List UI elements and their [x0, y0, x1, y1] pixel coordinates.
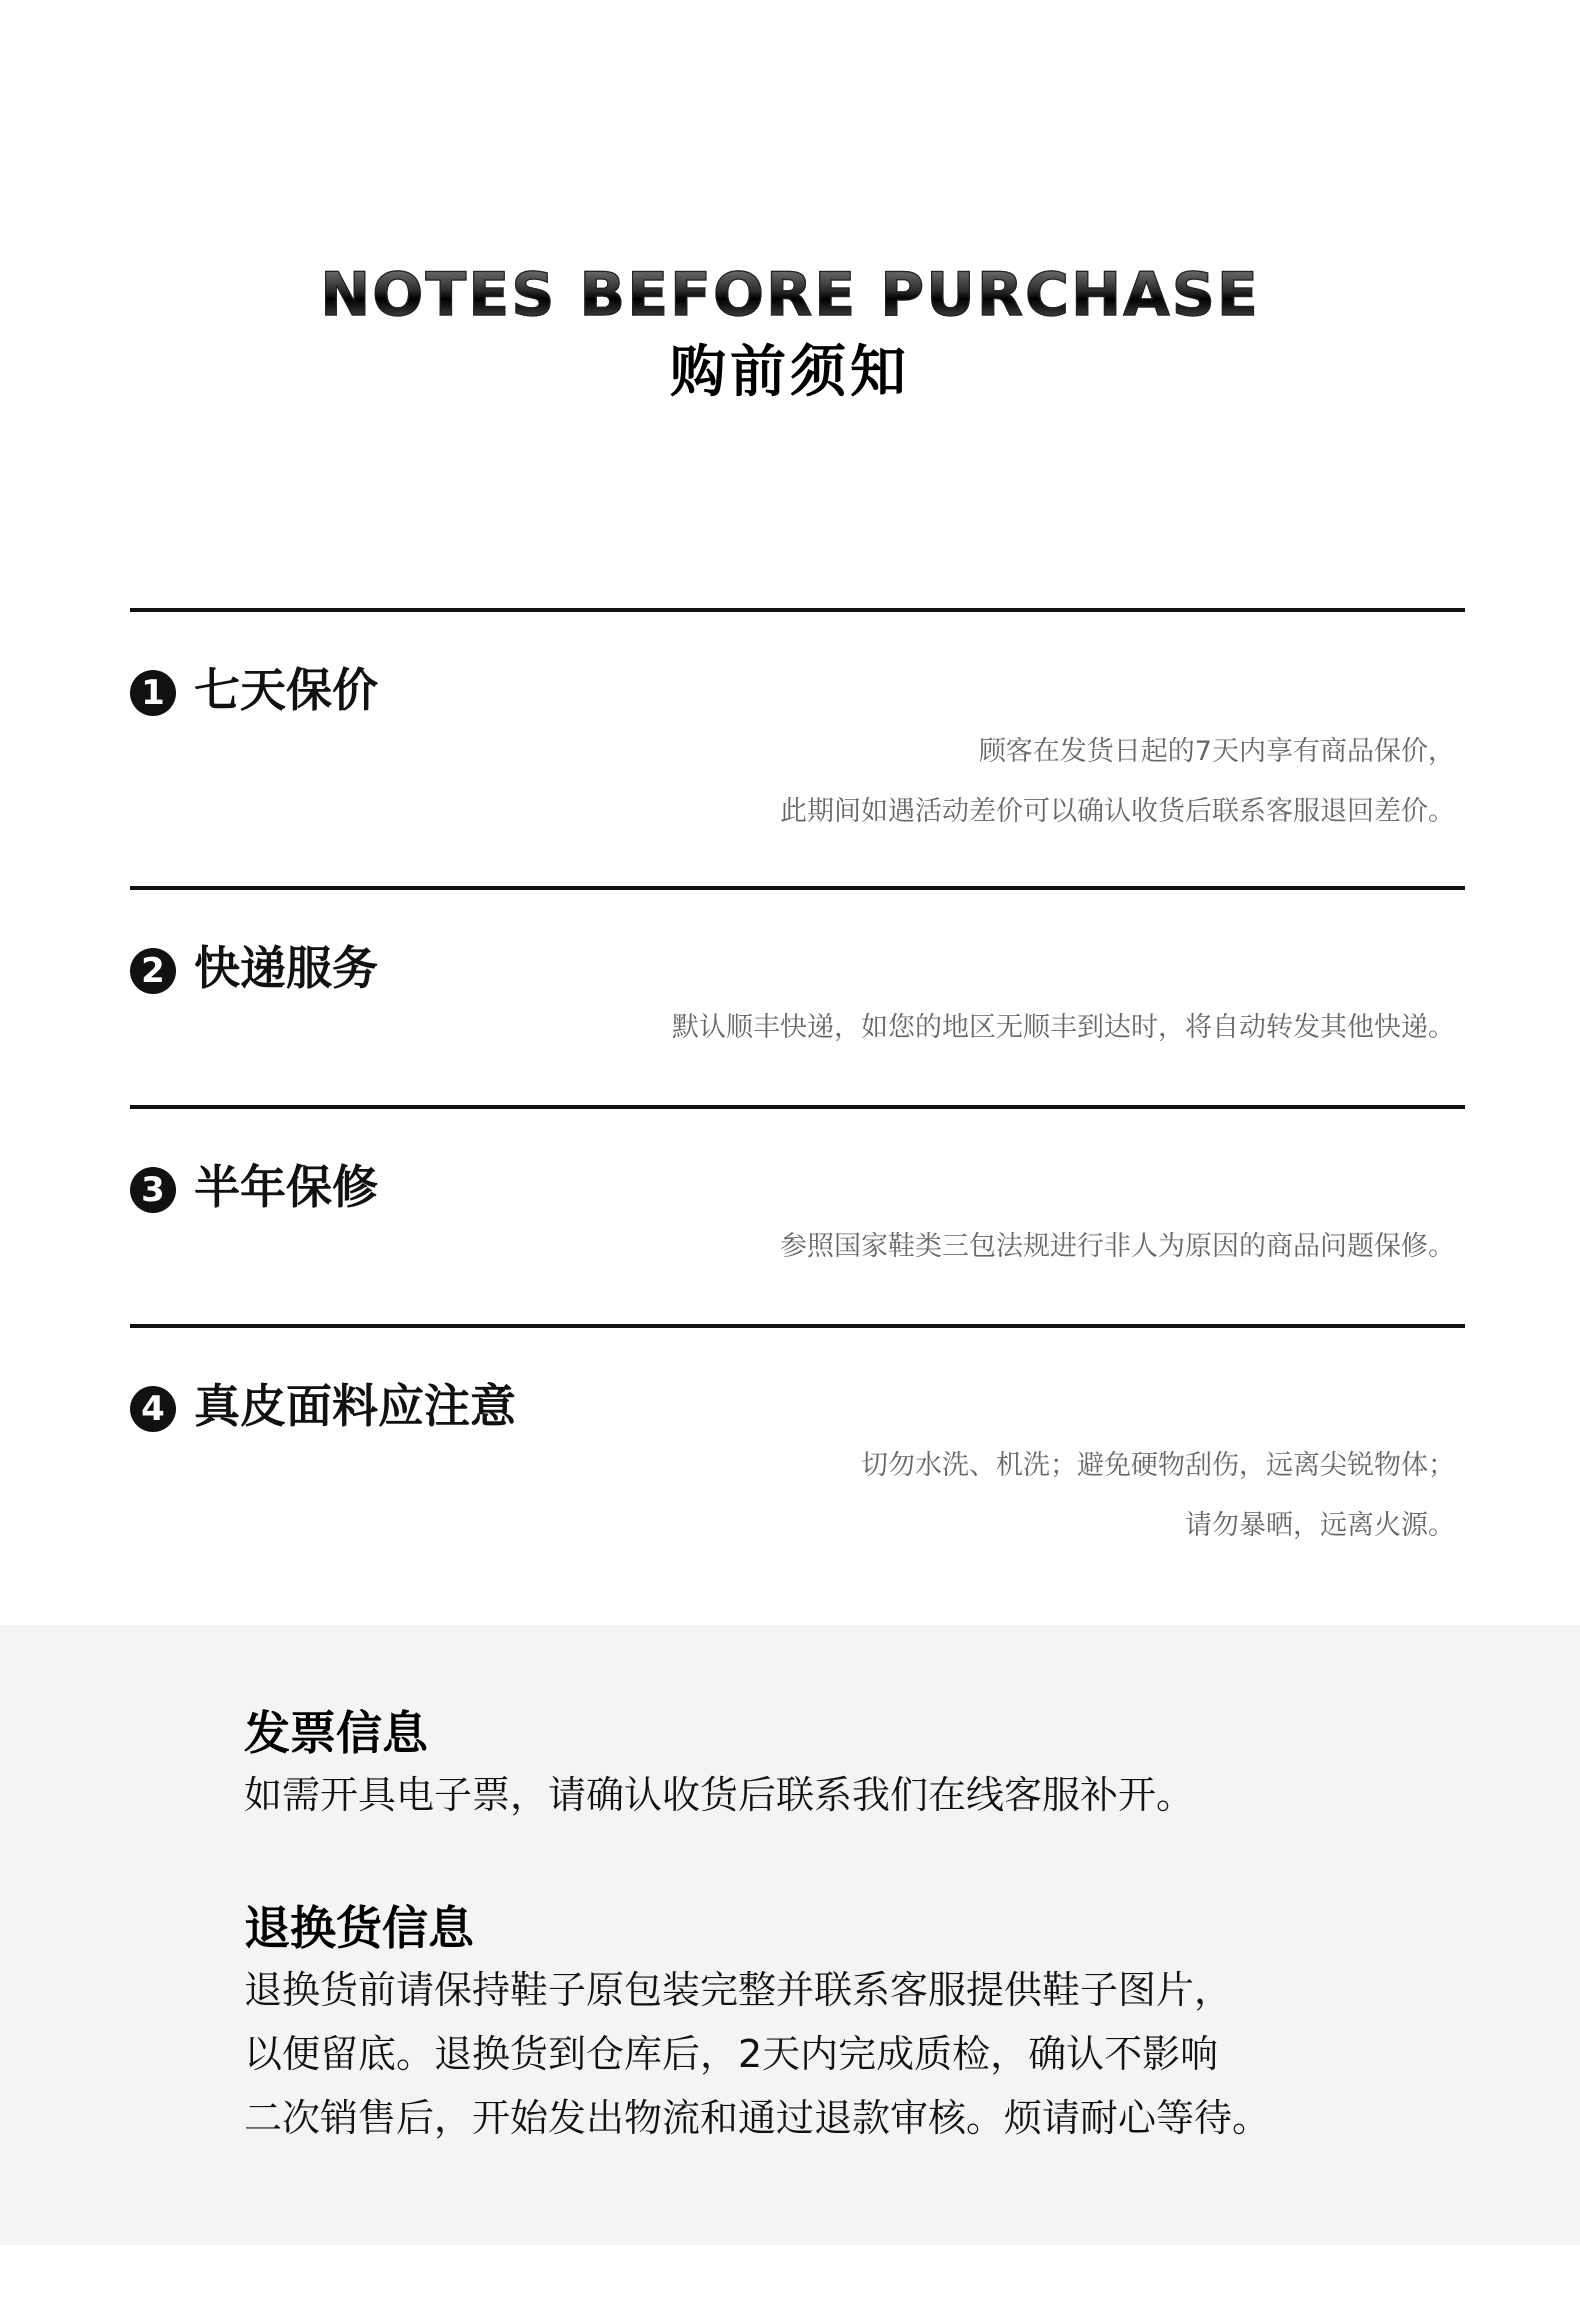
- returns-line: 以便留底。退换货到仓库后，2天内完成质检，确认不影响: [244, 2032, 1219, 2076]
- info-panel: [0, 1625, 1580, 2245]
- section-line: 切勿水洗、机洗；避免硬物刮伤，远离尖锐物体；: [861, 1450, 1455, 1481]
- page-header: [0, 255, 1580, 411]
- section-warranty: [130, 1109, 1465, 1325]
- section-description: [780, 1217, 1455, 1277]
- invoice-title: 发票信息: [244, 1706, 428, 1760]
- title-english: NOTES BEFORE PURCHASE: [0, 255, 1580, 335]
- section-leather-care: [130, 1328, 1465, 1608]
- returns-title: 退换货信息: [244, 1901, 474, 1955]
- section-title-text: 真皮面料应注意: [194, 1379, 516, 1433]
- section-description: [780, 722, 1455, 842]
- section-number-badge: 2: [130, 948, 176, 994]
- section-title: [130, 662, 378, 718]
- invoice-info: [244, 1703, 1444, 1827]
- title-chinese: 购前须知: [670, 340, 910, 405]
- section-title-text: 快递服务: [194, 941, 378, 995]
- section-delivery: [130, 890, 1465, 1106]
- returns-line: 二次销售后，开始发出物流和通过退款审核。烦请耐心等待。: [244, 2096, 1271, 2140]
- section-number-badge: 4: [130, 1386, 176, 1432]
- section-title-text: 七天保价: [194, 663, 378, 717]
- section-line: 此期间如遇活动差价可以确认收货后联系客服退回差价。: [780, 796, 1455, 827]
- section-title-text: 半年保修: [194, 1160, 378, 1214]
- section-number-badge: 3: [130, 1167, 176, 1213]
- invoice-text: [244, 1763, 1444, 1827]
- section-number-badge: 1: [130, 670, 176, 716]
- section-price-protection: [130, 612, 1465, 888]
- section-description: [861, 1436, 1455, 1556]
- section-line: 请勿暴晒，远离火源。: [1185, 1510, 1455, 1541]
- section-line: 默认顺丰快递，如您的地区无顺丰到达时，将自动转发其他快递。: [672, 1012, 1455, 1043]
- returns-info: [244, 1898, 1444, 2150]
- section-title: [130, 1378, 516, 1434]
- section-title: [130, 940, 378, 996]
- invoice-line: 如需开具电子票，请确认收货后联系我们在线客服补开。: [244, 1773, 1195, 1817]
- returns-text: [244, 1958, 1444, 2150]
- section-description: [672, 998, 1455, 1058]
- section-title: [130, 1159, 378, 1215]
- section-line: 参照国家鞋类三包法规进行非人为原因的商品问题保修。: [780, 1231, 1455, 1262]
- returns-line: 退换货前请保持鞋子原包装完整并联系客服提供鞋子图片，: [244, 1968, 1233, 2012]
- section-line: 顾客在发货日起的7天内享有商品保价，: [978, 736, 1455, 767]
